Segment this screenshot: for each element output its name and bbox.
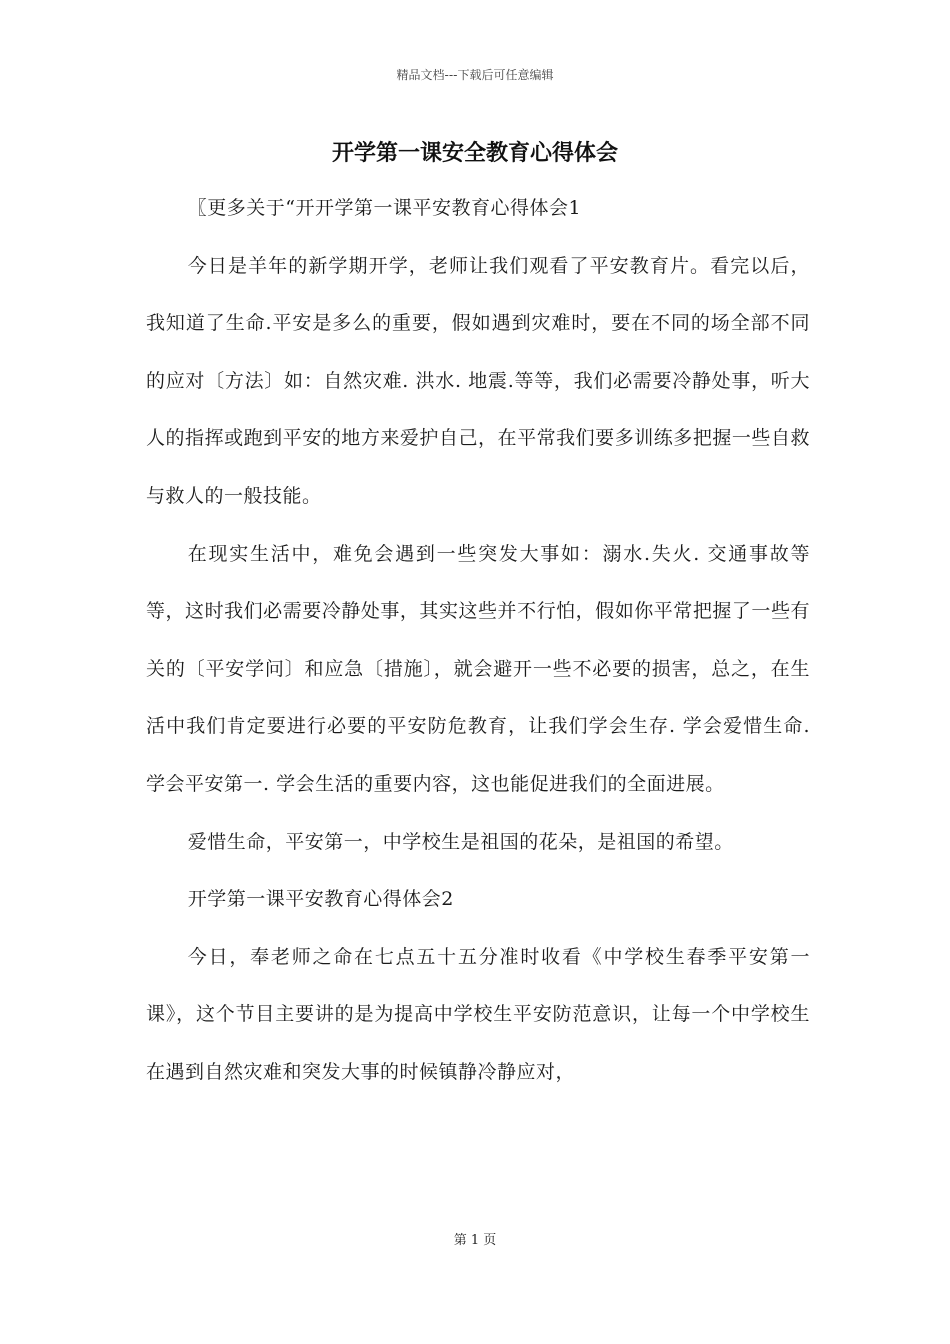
section-heading: 开学第一课平安教育心得体会2 (187, 888, 454, 911)
header-note: 精品文档---下载后可任意编辑 (396, 68, 554, 82)
paragraph: 今日是羊年的新学期开学，老师让我们观看了平安教育片。看完以后，我知道了生命.平安是多么的重要，假如遇到灾难时，要在不同的场全部不同的应对〔方法〕如：自然灾难. 洪水. 地震.等等，我们必需要冷静处事，听大人的指挥或跑到平安的地方来爱护自己，在平常我们要多训练多把握一些自救与救人的一般技能。 (146, 254, 810, 507)
paragraph: 爱惜生命，平安第一，中学校生是祖国的花朵，是祖国的希望。 (187, 830, 734, 853)
paragraph-intro: 〖更多关于“开开学第一课平安教育心得体会1 (187, 197, 582, 219)
page-number: 第 1 页 (453, 1233, 497, 1248)
paragraph: 今日，奉老师之命在七点五十五分准时收看《中学校生春季平安第一课》，这个节目主要讲的是为提高中学校生平安防范意识，让每一个中学校生在遇到自然灾难和突发大事的时候镇静冷静应对， (146, 945, 810, 1083)
document-title: 开学第一课安全教育心得体会 (331, 141, 618, 166)
paragraph: 在现实生活中，难免会遇到一些突发大事如：溺水.失火. 交通事故等等，这时我们必需要冷静处事，其实这些并不行怕，假如你平常把握了一些有关的〔平安学问〕和应急〔措施〕，就会避开一些不必要的损害，总之，在生活中我们肯定要进行必要的平安防危教育，让我们学会生存. 学会爱惜生命. 学会平安第一. 学会生活的重要内容，这也能促进我们的全面进展。 (146, 542, 810, 795)
document-body (146, 180, 810, 1102)
